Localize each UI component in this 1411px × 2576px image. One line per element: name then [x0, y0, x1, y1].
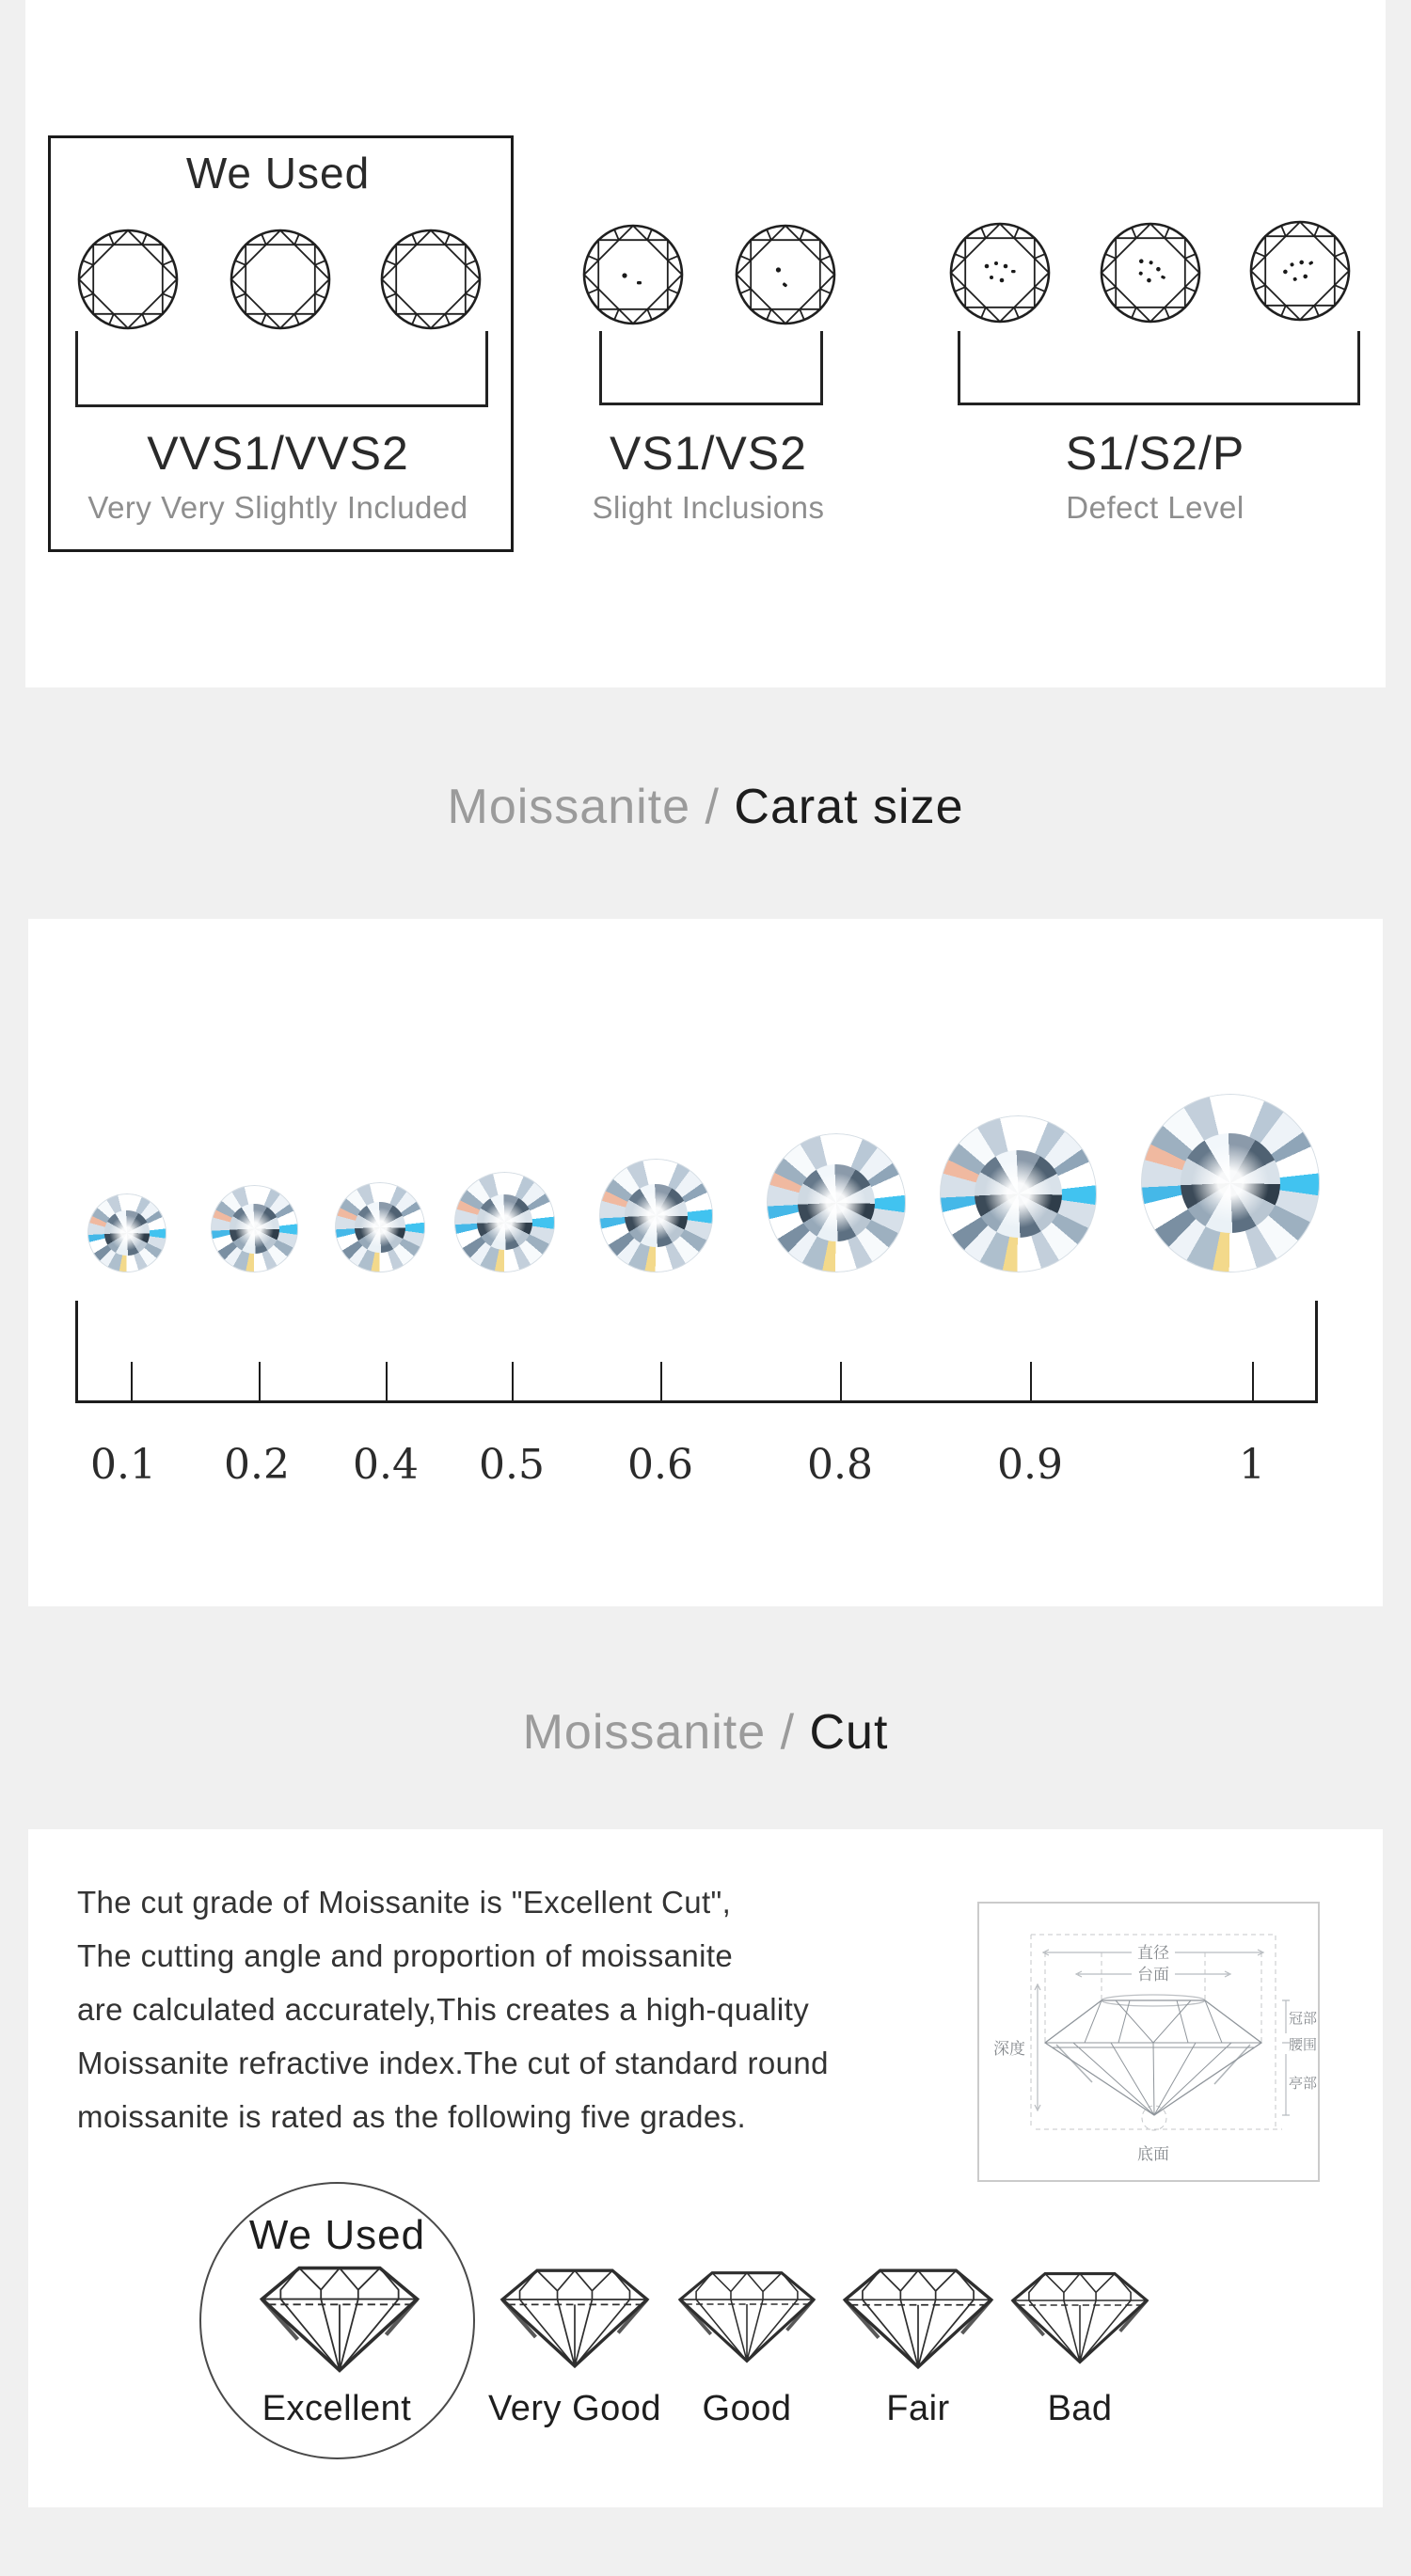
diamond-photo	[454, 1172, 555, 1272]
diamond-photo	[335, 1182, 425, 1272]
diamond-photo	[1141, 1094, 1320, 1272]
diamond-top-icon	[734, 223, 837, 326]
group-bracket	[958, 331, 1360, 405]
group-bracket	[75, 331, 488, 407]
paragraph-line: moissanite is rated as the following five grades.	[77, 2099, 747, 2134]
cut-diagram	[979, 1904, 1318, 2180]
cut-grade-label: Very Good	[487, 2389, 662, 2428]
paragraph-line: are calculated accurately,This creates a high-quality	[77, 1992, 810, 2027]
ruler-tick	[131, 1362, 133, 1402]
heading-prefix: Moissanite /	[447, 780, 720, 834]
diamond-side-icon	[259, 2262, 420, 2377]
cut-grade-label: Excellent	[262, 2389, 412, 2428]
diamond-side-icon	[1007, 2266, 1153, 2370]
diamond-photo	[599, 1159, 713, 1272]
ruler-tick	[660, 1362, 662, 1402]
carat-size-label: 1	[1239, 1441, 1265, 1489]
heading-title: Cut	[809, 1705, 889, 1760]
diagram-label-pavilion: 亭部	[1288, 2075, 1318, 2092]
ruler-tick	[259, 1362, 261, 1402]
ruler-tick	[1252, 1362, 1254, 1402]
carat-size-label: 0.6	[627, 1441, 693, 1489]
diagram-label-table: 台面	[1137, 1966, 1169, 1984]
clarity-grade: VS1/VS2	[610, 427, 807, 480]
diamond-side-icon	[842, 2265, 994, 2373]
paragraph-line: The cutting angle and proportion of moissanite	[77, 1938, 734, 1973]
carat-section-heading	[0, 779, 1411, 835]
diamond-top-icon	[1099, 221, 1202, 324]
diagram-label-crown: 冠部	[1288, 2010, 1318, 2027]
clarity-description: Slight Inclusions	[592, 490, 825, 525]
clarity-description: Defect Level	[1066, 490, 1245, 525]
cut-grade-label: Bad	[1047, 2389, 1113, 2428]
diamond-side-icon	[499, 2265, 650, 2372]
diamond-photo	[767, 1133, 906, 1272]
heading-prefix: Moissanite /	[522, 1705, 796, 1760]
diamond-side-icon	[677, 2268, 816, 2366]
diamond-top-icon	[229, 228, 332, 331]
ruler-tick	[1030, 1362, 1032, 1402]
diamond-top-icon	[76, 228, 180, 331]
paragraph-line: The cut grade of Moissanite is "Excellent Cut",	[77, 1885, 732, 1920]
carat-size-label: 0.9	[997, 1441, 1063, 1489]
diagram-label-diameter: 直径	[1137, 1944, 1169, 1963]
ruler-tick	[512, 1362, 514, 1402]
clarity-description: Very Very Slightly Included	[87, 490, 468, 525]
carat-ruler-baseline	[75, 1400, 1318, 1403]
paragraph-line: Moissanite refractive index.The cut of standard round	[77, 2046, 829, 2080]
heading-title: Carat size	[734, 780, 964, 834]
diagram-label-culet: 底面	[1137, 2145, 1169, 2164]
diagram-label-depth: 深度	[993, 2040, 1025, 2059]
ruler-end-tick	[75, 1301, 78, 1402]
carat-size-label: 0.1	[90, 1441, 156, 1489]
we-used-circle-label: We Used	[248, 2212, 426, 2258]
we-used-box-label: We Used	[185, 149, 371, 198]
diamond-top-icon	[948, 221, 1052, 324]
group-bracket	[599, 331, 823, 405]
diamond-photo	[87, 1193, 166, 1272]
ruler-end-tick	[1315, 1301, 1318, 1402]
carat-size-label: 0.2	[224, 1441, 290, 1489]
carat-size-label: 0.4	[353, 1441, 419, 1489]
ruler-tick	[386, 1362, 388, 1402]
clarity-grade: S1/S2/P	[1065, 427, 1245, 480]
diamond-top-icon	[1248, 219, 1352, 323]
diamond-top-icon	[581, 223, 685, 326]
diamond-photo	[940, 1115, 1097, 1272]
ruler-tick	[840, 1362, 842, 1402]
diagram-label-girdle: 腰围	[1288, 2036, 1318, 2053]
carat-size-label: 0.5	[479, 1441, 545, 1489]
diamond-photo	[211, 1185, 298, 1272]
cut-grade-label: Good	[702, 2389, 792, 2428]
cut-grade-label: Fair	[886, 2389, 950, 2428]
cut-diagram-frame	[977, 1902, 1320, 2182]
clarity-grade: VVS1/VVS2	[147, 427, 409, 480]
diamond-top-icon	[379, 228, 483, 331]
cut-paragraph	[77, 1875, 943, 2143]
cut-section-heading	[0, 1704, 1411, 1761]
carat-size-label: 0.8	[807, 1441, 873, 1489]
